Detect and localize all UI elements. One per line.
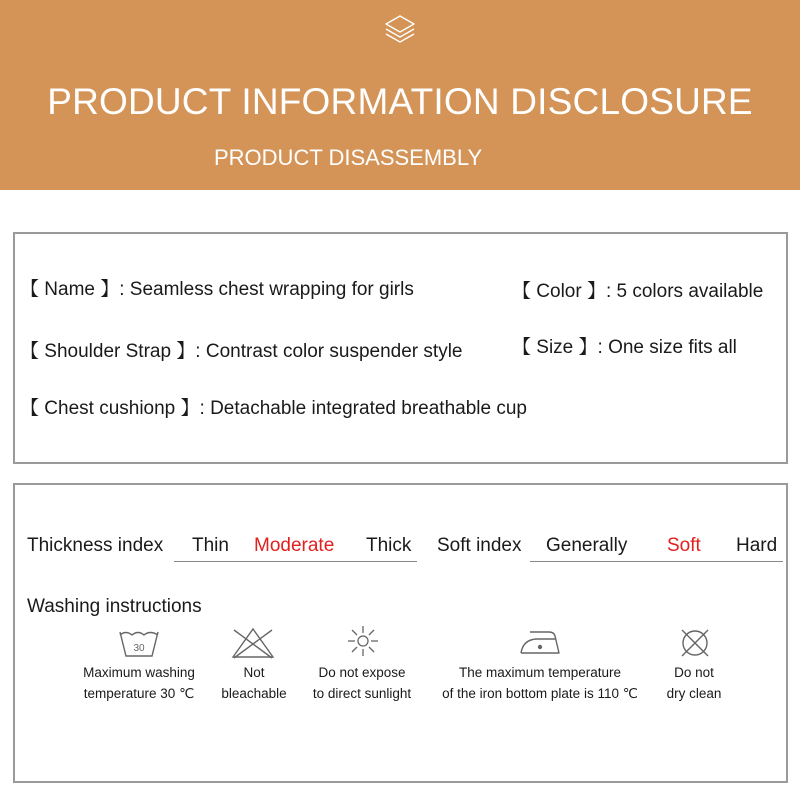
thickness-scale-line <box>174 561 417 562</box>
page-subtitle: PRODUCT DISASSEMBLY <box>214 145 483 170</box>
header-banner <box>0 0 800 190</box>
thickness-index-label: Thickness index <box>27 535 164 556</box>
spec-color: 【 Color 】: 5 colors available <box>512 281 764 302</box>
spec-shoulder-strap: 【 Shoulder Strap 】: Contrast color suspender style <box>20 341 463 362</box>
wash-temp-caption: Maximum washing temperature 30 ℃ <box>83 665 195 701</box>
spec-size: 【 Size 】: One size fits all <box>512 337 737 358</box>
page-title: PRODUCT INFORMATION DISCLOSURE <box>47 81 753 122</box>
no-bleach-caption: Not bleachable <box>221 665 287 701</box>
soft-option-hard: Hard <box>736 535 778 556</box>
soft-index-label: Soft index <box>437 535 522 556</box>
no-sunlight-icon <box>346 624 380 658</box>
spec-name: 【 Name 】: Seamless chest wrapping for girls <box>20 279 414 300</box>
layers-icon <box>383 14 417 46</box>
soft-scale-line <box>530 561 783 562</box>
thickness-option-moderate: Moderate <box>254 535 335 556</box>
wash-temp-label: 30 <box>133 643 145 654</box>
wash-30-icon <box>118 626 160 660</box>
no-dry-clean-icon <box>678 627 712 659</box>
thickness-option-thick: Thick <box>366 535 412 556</box>
no-dry-clean-caption: Do not dry clean <box>666 665 722 701</box>
no-bleach-icon <box>230 626 276 660</box>
thickness-option-thin: Thin <box>192 535 229 556</box>
spec-chest-cushion: 【 Chest cushionp 】: Detachable integrated breathable cup <box>20 398 527 419</box>
iron-caption: The maximum temperature of the iron bottom plate is 110 ℃ <box>442 665 638 701</box>
soft-option-soft: Soft <box>667 535 701 556</box>
iron-icon <box>518 626 562 658</box>
no-sunlight-caption: Do not expose to direct sunlight <box>312 665 412 701</box>
washing-title: Washing instructions <box>27 596 202 617</box>
soft-option-generally: Generally <box>546 535 628 556</box>
